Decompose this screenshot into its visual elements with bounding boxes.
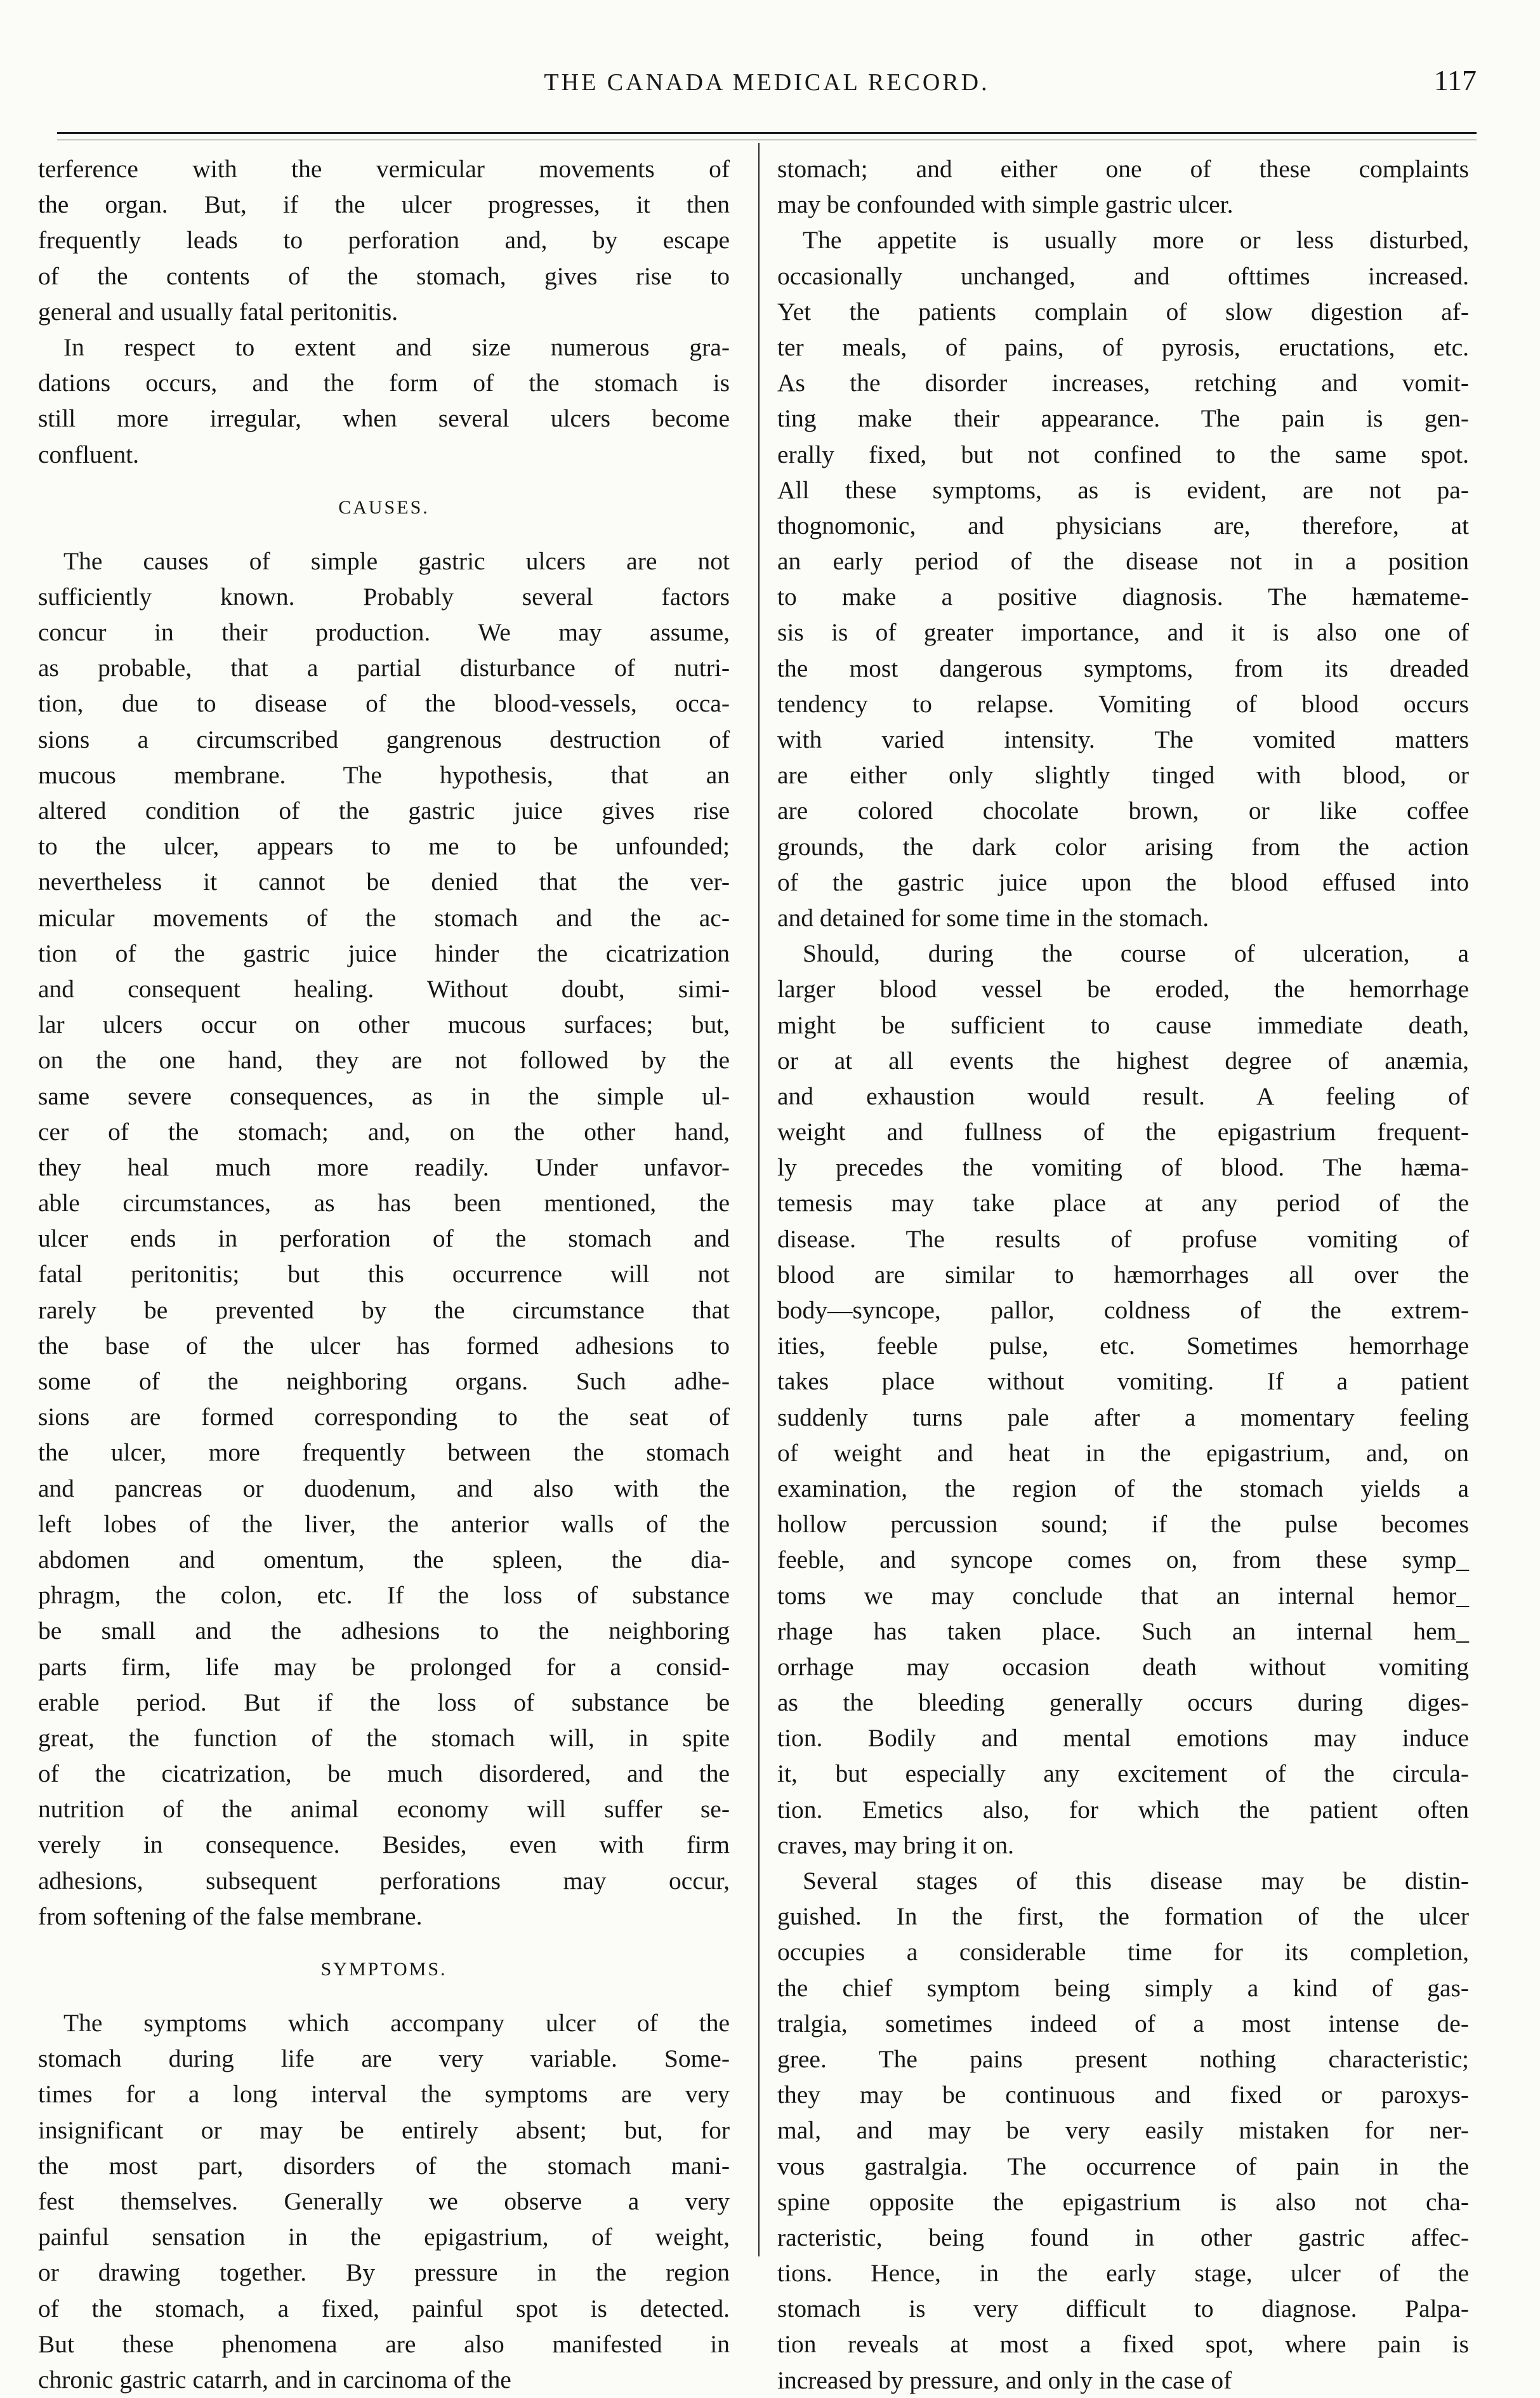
text-line: tion. Emetics also, for which the patient often: [777, 1795, 1469, 1824]
text-line: they may be continuous and fixed or paroxys-: [777, 2081, 1469, 2109]
text-line: the most dangerous symptoms, from its dreaded: [777, 654, 1469, 682]
text-line: suddenly turns pale after a momentary feeling: [777, 1403, 1469, 1431]
text-line: guished. In the first, the formation of the ulcer: [777, 1902, 1469, 1931]
text-line: ly precedes the vomiting of blood. The hæma-: [777, 1153, 1469, 1182]
text-line: great, the function of the stomach will, in spite: [38, 1723, 730, 1752]
text-line: erable period. But if the loss of substance be: [38, 1688, 730, 1716]
text-line: stomach during life are very variable. Some-: [38, 2044, 730, 2073]
text-line: able circumstances, as has been mentioned, the: [38, 1189, 730, 1217]
page-header: [57, 64, 1477, 113]
text-line: general and usually fatal peritonitis.: [38, 297, 398, 326]
text-line: occasionally unchanged, and ofttimes increased.: [777, 262, 1469, 290]
text-line: tions. Hence, in the early stage, ulcer of the: [777, 2259, 1469, 2288]
text-line: erally fixed, but not confined to the same spot.: [777, 440, 1469, 468]
text-line: to make a positive diagnosis. The hæmateme-: [777, 583, 1469, 611]
text-line: abdomen and omentum, the spleen, the dia-: [38, 1545, 730, 1573]
text-line: and detained for some time in the stomach.: [777, 903, 1209, 932]
text-line: blood are similar to hæmorrhages all over the: [777, 1260, 1469, 1288]
text-line: sions a circumscribed gangrenous destruction of: [38, 725, 730, 753]
text-line: sufficiently known. Probably several factors: [38, 582, 730, 611]
text-line: examination, the region of the stomach yields a: [777, 1474, 1469, 1502]
text-line: tendency to relapse. Vomiting of blood occurs: [777, 689, 1469, 718]
text-line: ities, feeble pulse, etc. Sometimes hemorrhage: [777, 1332, 1469, 1360]
text-line: phragm, the colon, etc. If the loss of substance: [38, 1581, 730, 1610]
text-line: sis is of greater importance, and it is also one of: [777, 618, 1469, 647]
text-line: be small and the adhesions to the neighboring: [38, 1617, 730, 1645]
text-line: Should, during the course of ulceration, a: [803, 939, 1469, 968]
text-line: times for a long interval the symptoms are very: [38, 2080, 730, 2109]
text-line: terference with the vermicular movements of: [38, 155, 730, 183]
text-line: with varied intensity. The vomited matters: [777, 725, 1469, 753]
text-line: cer of the stomach; and, on the other hand,: [38, 1117, 730, 1146]
text-line: altered condition of the gastric juice gives rise: [38, 797, 730, 825]
text-line: may be confounded with simple gastric ulcer.: [777, 190, 1234, 219]
text-line: or drawing together. By pressure in the region: [38, 2258, 730, 2287]
text-line: nutrition of the animal economy will suffer se-: [38, 1795, 730, 1824]
text-line: fatal peritonitis; but this occurrence will not: [38, 1260, 730, 1288]
text-line: The symptoms which accompany ulcer of the: [63, 2009, 730, 2037]
text-line: rarely be prevented by the circumstance that: [38, 1295, 730, 1324]
text-line: on the one hand, they are not followed by the: [38, 1046, 730, 1075]
text-line: the base of the ulcer has formed adhesions to: [38, 1331, 730, 1360]
text-line: As the disorder increases, retching and vomit-: [777, 369, 1469, 397]
text-line: sions are formed corresponding to the seat of: [38, 1403, 730, 1431]
text-line: larger blood vessel be eroded, the hemorrhage: [777, 975, 1469, 1004]
text-line: to the ulcer, appears to me to be unfounded;: [38, 832, 730, 861]
paragraph: [777, 1863, 1469, 2398]
text-line: dations occurs, and the form of the stomach is: [38, 369, 730, 397]
text-line: feeble, and syncope comes on, from these symp_: [777, 1546, 1469, 1574]
text-line: insignificant or may be entirely absent; but, for: [38, 2116, 730, 2144]
paragraph: [38, 329, 730, 472]
paragraph: [777, 936, 1469, 1863]
section-heading-causes: CAUSES.: [338, 496, 430, 518]
left-column: [38, 151, 730, 2397]
text-line: the ulcer, more frequently between the stomach: [38, 1438, 730, 1467]
text-line: or at all events the highest degree of anæmia,: [777, 1046, 1469, 1075]
text-line: frequently leads to perforation and, by escape: [38, 226, 730, 255]
text-line: painful sensation in the epigastrium, of weight,: [38, 2223, 730, 2251]
text-line: adhesions, subsequent perforations may occur,: [38, 1866, 730, 1895]
text-line: gree. The pains present nothing characteristic;: [777, 2044, 1469, 2073]
text-line: of the cicatrization, be much disordered, and the: [38, 1759, 730, 1788]
paragraph: [38, 543, 730, 1934]
text-line: micular movements of the stomach and the ac-: [38, 903, 730, 932]
text-line: temesis may take place at any period of the: [777, 1189, 1469, 1217]
text-line: from softening of the false membrane.: [38, 1902, 423, 1930]
text-line: orrhage may occasion death without vomiting: [777, 1652, 1469, 1681]
text-line: and exhaustion would result. A feeling of: [777, 1082, 1469, 1110]
text-line: parts firm, life may be prolonged for a consid-: [38, 1652, 730, 1681]
text-line: body—syncope, pallor, coldness of the extrem-: [777, 1296, 1469, 1324]
paragraph: [777, 151, 1469, 222]
text-line: as probable, that a partial disturbance of nutri-: [38, 654, 730, 682]
text-line: spine opposite the epigastrium is also not cha-: [777, 2187, 1469, 2216]
text-line: occupies a considerable time for its completion,: [777, 1938, 1469, 1966]
text-line: Several stages of this disease may be distin-: [803, 1867, 1469, 1895]
text-line: nevertheless it cannot be denied that the ver-: [38, 868, 730, 896]
text-line: stomach is very difficult to diagnose. Palpa-: [777, 2295, 1469, 2323]
text-line: an early period of the disease not in a position: [777, 547, 1469, 576]
text-line: tion, due to disease of the blood-vessels, occa-: [38, 689, 730, 718]
text-line: left lobes of the liver, the anterior walls of the: [38, 1509, 730, 1538]
text-line: concur in their production. We may assume,: [38, 618, 730, 647]
text-line: The appetite is usually more or less disturbed,: [803, 226, 1469, 255]
text-line: it, but especially any excitement of the circula-: [777, 1759, 1469, 1788]
text-line: tion. Bodily and mental emotions may induce: [777, 1724, 1469, 1752]
text-line: toms we may conclude that an internal hemor_: [777, 1581, 1469, 1610]
text-line: some of the neighboring organs. Such adhe-: [38, 1367, 730, 1395]
text-line: disease. The results of profuse vomiting of: [777, 1224, 1469, 1253]
section-heading-symptoms: SYMPTOMS.: [320, 1959, 447, 1980]
header-rule: [57, 132, 1477, 134]
text-line: chronic gastric catarrh, and in carcinoma of the: [38, 2365, 511, 2394]
paragraph: [777, 222, 1469, 936]
text-line: tralgia, sometimes indeed of a most intense de-: [777, 2009, 1469, 2037]
text-line: The causes of simple gastric ulcers are not: [63, 547, 730, 575]
text-line: grounds, the dark color arising from the action: [777, 832, 1469, 861]
running-title: THE CANADA MEDICAL RECORD.: [544, 69, 990, 96]
text-line: the organ. But, if the ulcer progresses, it then: [38, 190, 730, 219]
text-line: But these phenomena are also manifested in: [38, 2329, 730, 2358]
text-line: the chief symptom being simply a kind of gas-: [777, 1973, 1469, 2002]
text-line: might be sufficient to cause immediate death,: [777, 1010, 1469, 1039]
text-line: tion of the gastric juice hinder the cicatrization: [38, 939, 730, 967]
text-line: are colored chocolate brown, or like coffee: [777, 797, 1469, 825]
text-line: weight and fullness of the epigastrium frequent-: [777, 1118, 1469, 1146]
text-line: increased by pressure, and only in the case of: [777, 2366, 1232, 2394]
text-line: ting make their appearance. The pain is gen-: [777, 404, 1469, 433]
text-line: mal, and may be very easily mistaken for ner-: [777, 2116, 1469, 2145]
text-line: are either only slightly tinged with blood, or: [777, 761, 1469, 790]
text-line: racteristic, being found in other gastric affec-: [777, 2223, 1469, 2251]
paragraph: [38, 2005, 730, 2397]
text-line: All these symptoms, as is evident, are not pa-: [777, 475, 1469, 504]
text-line: Yet the patients complain of slow digestion af-: [777, 297, 1469, 326]
text-line: ter meals, of pains, of pyrosis, eructations, etc.: [777, 333, 1469, 361]
text-line: verely in consequence. Besides, even with firm: [38, 1831, 730, 1859]
text-line: ulcer ends in perforation of the stomach and: [38, 1224, 730, 1253]
page-number: 117: [1433, 64, 1477, 96]
text-line: In respect to extent and size numerous gra-: [63, 333, 730, 361]
text-line: and pancreas or duodenum, and also with the: [38, 1474, 730, 1502]
text-line: and consequent healing. Without doubt, simi-: [38, 974, 730, 1003]
text-line: confluent.: [38, 440, 140, 468]
text-line: craves, may bring it on.: [777, 1831, 1014, 1859]
text-line: of the stomach, a fixed, painful spot is detected.: [38, 2294, 730, 2322]
text-line: still more irregular, when several ulcers become: [38, 404, 730, 433]
text-line: mucous membrane. The hypothesis, that an: [38, 760, 730, 789]
paragraph: [38, 151, 730, 329]
right-column: [777, 151, 1469, 2398]
text-line: thognomonic, and physicians are, therefore, at: [777, 511, 1469, 540]
text-line: takes place without vomiting. If a patient: [777, 1367, 1469, 1396]
text-line: rhage has taken place. Such an internal hem_: [777, 1617, 1469, 1645]
text-line: the most part, disorders of the stomach mani-: [38, 2151, 730, 2180]
text-line: lar ulcers occur on other mucous surfaces; but,: [38, 1010, 730, 1039]
text-line: tion reveals at most a fixed spot, where pain is: [777, 2330, 1469, 2359]
text-line: hollow percussion sound; if the pulse becomes: [777, 1510, 1469, 1539]
text-line: of the gastric juice upon the blood effused into: [777, 868, 1469, 896]
text-line: vous gastralgia. The occurrence of pain in the: [777, 2152, 1469, 2180]
text-line: fest themselves. Generally we observe a very: [38, 2187, 730, 2215]
text-line: of the contents of the stomach, gives rise to: [38, 262, 730, 290]
text-line: as the bleeding generally occurs during diges-: [777, 1688, 1469, 1717]
text-line: same severe consequences, as in the simple ul-: [38, 1082, 730, 1110]
text-line: stomach; and either one of these complaints: [777, 155, 1469, 183]
text-line: of weight and heat in the epigastrium, and, on: [777, 1438, 1469, 1467]
text-line: they heal much more readily. Under unfavor-: [38, 1153, 730, 1181]
column-divider: [758, 143, 760, 2256]
